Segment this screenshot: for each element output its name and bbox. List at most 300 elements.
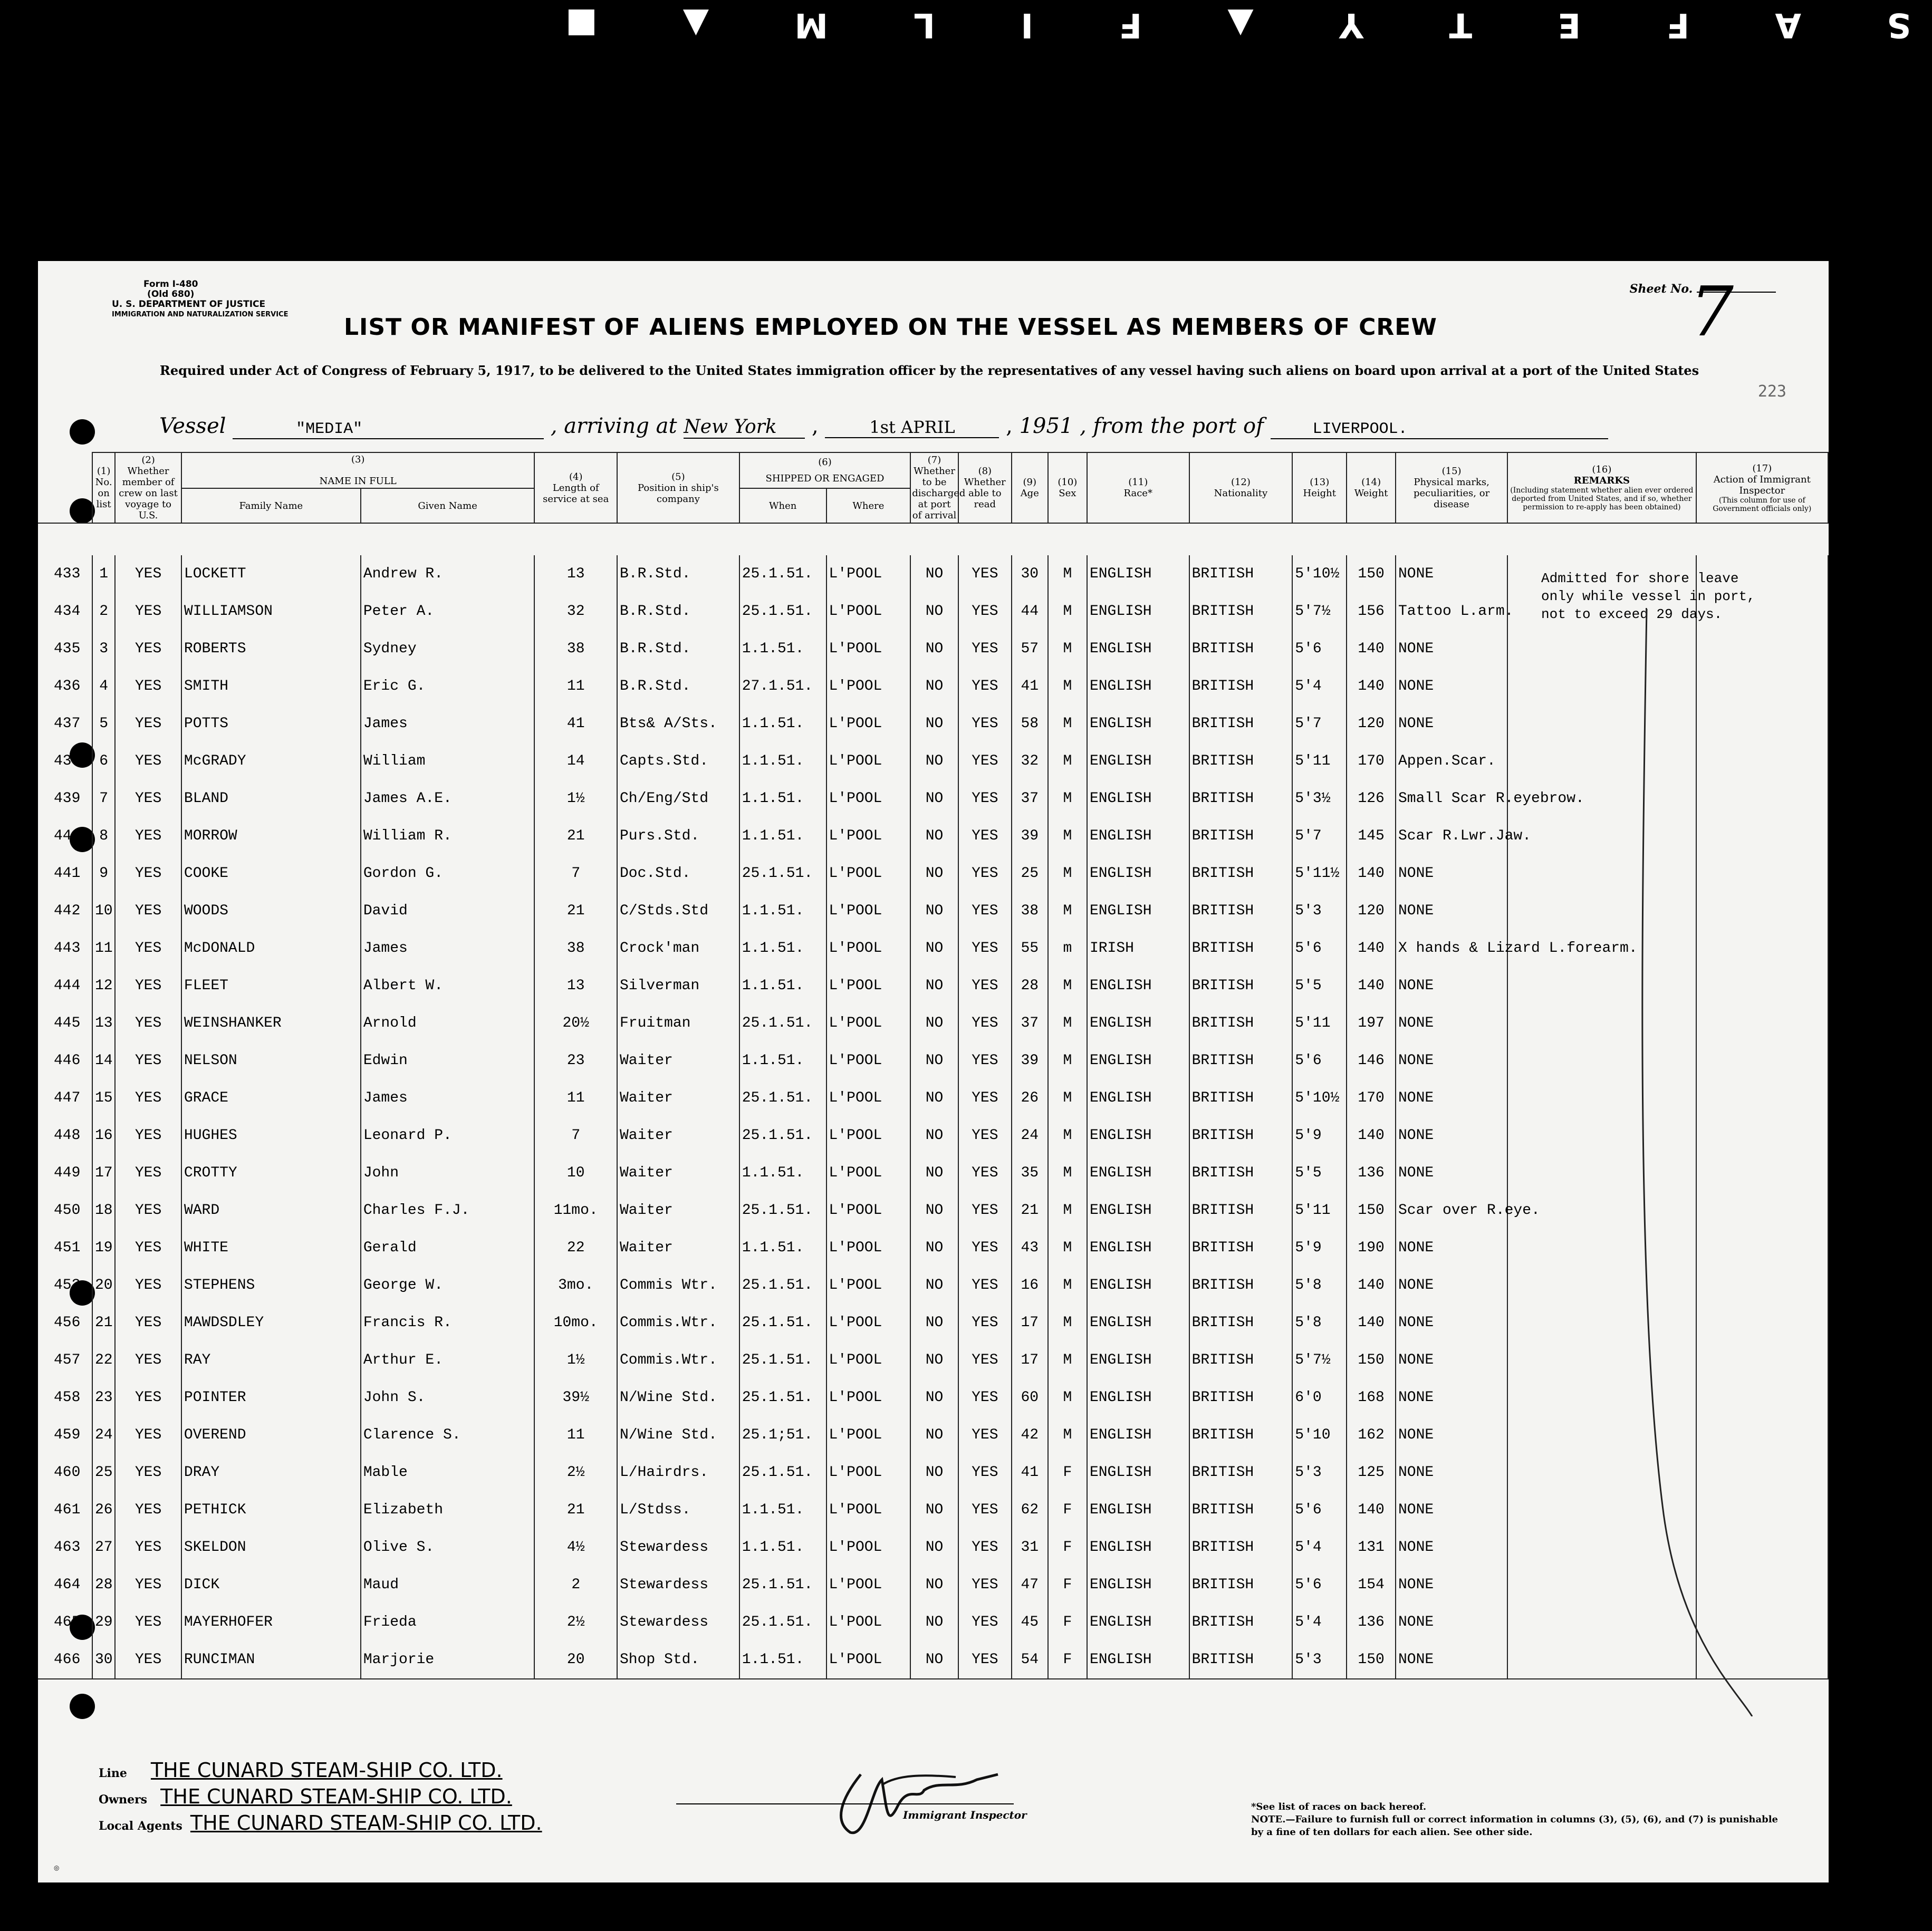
- row-number: 16: [92, 1117, 115, 1154]
- row-family-name: RAY: [181, 1341, 361, 1379]
- row-physical-marks: NONE: [1396, 855, 1507, 892]
- row-nationality: BRITISH: [1189, 1641, 1293, 1679]
- row-position: Stewardess: [617, 1529, 739, 1566]
- row-race: ENGLISH: [1087, 1641, 1189, 1679]
- row-nationality: BRITISH: [1189, 1229, 1293, 1267]
- row-sex: M: [1048, 1379, 1087, 1416]
- row-height: 5'5: [1292, 1154, 1347, 1192]
- row-race: ENGLISH: [1087, 1604, 1189, 1641]
- row-position: Waiter: [617, 1154, 739, 1192]
- row-shipped-where: L'POOL: [826, 1042, 911, 1079]
- row-age: 47: [1012, 1566, 1048, 1604]
- row-family-name: DICK: [181, 1566, 361, 1604]
- table-row: [38, 630, 1828, 668]
- row-nationality: BRITISH: [1189, 855, 1293, 892]
- row-age: 60: [1012, 1379, 1048, 1416]
- row-discharged: NO: [910, 1154, 958, 1192]
- row-shipped-where: L'POOL: [826, 967, 911, 1005]
- row-ref: 456: [38, 1304, 92, 1341]
- table-row: [38, 1641, 1828, 1679]
- row-able-to-read: YES: [958, 1529, 1012, 1566]
- film-strip: [0, 0, 1932, 58]
- table-row: [38, 1192, 1828, 1229]
- row-sex: M: [1048, 780, 1087, 817]
- row-discharged: NO: [910, 1379, 958, 1416]
- col-17-header: (17) Action of Immigrant Inspector (This column for use of Government officials only): [1696, 452, 1828, 523]
- row-race: ENGLISH: [1087, 817, 1189, 855]
- table-row: [38, 1079, 1828, 1117]
- row-given-name: Arthur E.: [361, 1341, 535, 1379]
- row-family-name: ROBERTS: [181, 630, 361, 668]
- row-discharged: NO: [910, 1604, 958, 1641]
- row-shipped-when: 1.1.51.: [739, 1529, 826, 1566]
- row-discharged: NO: [910, 1117, 958, 1154]
- row-ref: 451: [38, 1229, 92, 1267]
- row-number: 21: [92, 1304, 115, 1341]
- row-shipped-where: L'POOL: [826, 1491, 911, 1529]
- row-height: 5'4: [1292, 1604, 1347, 1641]
- row-weight: 145: [1347, 817, 1396, 855]
- table-row: [38, 705, 1828, 742]
- row-able-to-read: YES: [958, 892, 1012, 930]
- row-shipped-when: 25.1.51.: [739, 1005, 826, 1042]
- row-sex: M: [1048, 705, 1087, 742]
- row-nationality: BRITISH: [1189, 967, 1293, 1005]
- row-shipped-where: L'POOL: [826, 1117, 911, 1154]
- row-shipped-where: L'POOL: [826, 593, 911, 630]
- row-weight: 136: [1347, 1604, 1396, 1641]
- row-age: 26: [1012, 1079, 1048, 1117]
- row-height: 5'3: [1292, 1454, 1347, 1491]
- row-physical-marks: NONE: [1396, 555, 1507, 593]
- row-sex: M: [1048, 555, 1087, 593]
- row-shipped-where: L'POOL: [826, 1416, 911, 1454]
- row-number: 6: [92, 742, 115, 780]
- row-given-name: Marjorie: [361, 1641, 535, 1679]
- agents-value: THE CUNARD STEAM-SHIP CO. LTD.: [190, 1811, 542, 1835]
- row-physical-marks: Tattoo L.arm.: [1396, 593, 1507, 630]
- row-last-voyage: YES: [115, 1267, 181, 1304]
- row-age: 39: [1012, 817, 1048, 855]
- row-family-name: SMITH: [181, 668, 361, 705]
- row-sex: M: [1048, 892, 1087, 930]
- row-ref: 436: [38, 668, 92, 705]
- row-service: 21: [534, 892, 617, 930]
- row-shipped-where: L'POOL: [826, 1192, 911, 1229]
- row-age: 58: [1012, 705, 1048, 742]
- row-physical-marks: NONE: [1396, 1154, 1507, 1192]
- row-position: Bts& A/Sts.: [617, 705, 739, 742]
- row-shipped-where: L'POOL: [826, 1529, 911, 1566]
- row-family-name: COOKE: [181, 855, 361, 892]
- row-physical-marks: NONE: [1396, 1341, 1507, 1379]
- col-5-header: (5) Position in ship's company: [617, 452, 739, 523]
- row-nationality: BRITISH: [1189, 705, 1293, 742]
- row-service: 22: [534, 1229, 617, 1267]
- row-given-name: Elizabeth: [361, 1491, 535, 1529]
- row-shipped-when: 25.1.51.: [739, 1566, 826, 1604]
- row-shipped-where: L'POOL: [826, 1229, 911, 1267]
- col-8-header: (8) Whether able to read: [958, 452, 1012, 523]
- row-ref: 450: [38, 1192, 92, 1229]
- row-shipped-where: L'POOL: [826, 1641, 911, 1679]
- row-age: 17: [1012, 1341, 1048, 1379]
- row-last-voyage: YES: [115, 1229, 181, 1267]
- row-able-to-read: YES: [958, 1566, 1012, 1604]
- row-family-name: NELSON: [181, 1042, 361, 1079]
- row-shipped-when: 1.1.51.: [739, 892, 826, 930]
- row-height: 5'9: [1292, 1229, 1347, 1267]
- row-race: ENGLISH: [1087, 1042, 1189, 1079]
- row-race: ENGLISH: [1087, 1416, 1189, 1454]
- row-position: Silverman: [617, 967, 739, 1005]
- agents-field: [99, 1811, 542, 1835]
- row-shipped-when: 1.1.51.: [739, 967, 826, 1005]
- row-last-voyage: YES: [115, 1341, 181, 1379]
- inspector-label: Immigrant Inspector: [903, 1809, 1027, 1821]
- row-weight: 154: [1347, 1566, 1396, 1604]
- table-row: [38, 1304, 1828, 1341]
- table-row: [38, 1117, 1828, 1154]
- row-sex: F: [1048, 1604, 1087, 1641]
- row-able-to-read: YES: [958, 1229, 1012, 1267]
- row-race: ENGLISH: [1087, 1566, 1189, 1604]
- row-nationality: BRITISH: [1189, 892, 1293, 930]
- row-age: 30: [1012, 555, 1048, 593]
- line-value: THE CUNARD STEAM-SHIP CO. LTD.: [150, 1759, 503, 1782]
- note-failure: NOTE.—Failure to furnish full or correct information in columns (3), (5), (6), and (7) is punishable by a fine of ten dollars for each alien. See other side.: [1251, 1814, 1778, 1838]
- row-shipped-when: 25.1.51.: [739, 1341, 826, 1379]
- row-height: 5'7: [1292, 705, 1347, 742]
- row-race: ENGLISH: [1087, 967, 1189, 1005]
- table-row: [38, 892, 1828, 930]
- row-ref: 437: [38, 705, 92, 742]
- row-last-voyage: YES: [115, 930, 181, 967]
- row-family-name: POINTER: [181, 1379, 361, 1416]
- row-number: 4: [92, 668, 115, 705]
- sheet-number: 7: [1690, 272, 1734, 352]
- row-race: ENGLISH: [1087, 1304, 1189, 1341]
- owners-field: [99, 1785, 512, 1808]
- row-ref: 446: [38, 1042, 92, 1079]
- row-service: 21: [534, 817, 617, 855]
- row-number: 13: [92, 1005, 115, 1042]
- row-race: ENGLISH: [1087, 668, 1189, 705]
- from-port: LIVERPOOL.: [1271, 420, 1608, 439]
- row-number: 15: [92, 1079, 115, 1117]
- row-service: 11: [534, 1416, 617, 1454]
- row-ref: 434: [38, 593, 92, 630]
- punch-hole: [70, 419, 95, 445]
- row-shipped-where: L'POOL: [826, 1267, 911, 1304]
- table-row: [38, 1229, 1828, 1267]
- row-shipped-where: L'POOL: [826, 1454, 911, 1491]
- row-last-voyage: YES: [115, 1604, 181, 1641]
- row-physical-marks: NONE: [1396, 1117, 1507, 1154]
- row-service: 14: [534, 742, 617, 780]
- row-sex: M: [1048, 742, 1087, 780]
- row-discharged: NO: [910, 892, 958, 930]
- row-shipped-when: 1.1.51.: [739, 817, 826, 855]
- row-ref: 457: [38, 1341, 92, 1379]
- service-name: IMMIGRATION AND NATURALIZATION SERVICE: [112, 311, 289, 318]
- row-race: ENGLISH: [1087, 1341, 1189, 1379]
- row-last-voyage: YES: [115, 1529, 181, 1566]
- row-able-to-read: YES: [958, 668, 1012, 705]
- table-row: [38, 1267, 1828, 1304]
- row-sex: M: [1048, 1229, 1087, 1267]
- col-10-header: (10) Sex: [1048, 452, 1087, 523]
- row-service: 3mo.: [534, 1267, 617, 1304]
- row-race: ENGLISH: [1087, 1117, 1189, 1154]
- row-last-voyage: YES: [115, 817, 181, 855]
- row-nationality: BRITISH: [1189, 1454, 1293, 1491]
- row-nationality: BRITISH: [1189, 1529, 1293, 1566]
- row-position: Shop Std.: [617, 1641, 739, 1679]
- row-last-voyage: YES: [115, 1641, 181, 1679]
- ref-column-header: [38, 452, 92, 523]
- row-family-name: POTTS: [181, 705, 361, 742]
- form-number: Form I-480: [143, 279, 198, 289]
- row-physical-marks: NONE: [1396, 1304, 1507, 1341]
- row-family-name: PETHICK: [181, 1491, 361, 1529]
- row-able-to-read: YES: [958, 855, 1012, 892]
- row-position: Fruitman: [617, 1005, 739, 1042]
- row-given-name: Eric G.: [361, 668, 535, 705]
- row-given-name: Clarence S.: [361, 1416, 535, 1454]
- row-number: 1: [92, 555, 115, 593]
- row-shipped-where: L'POOL: [826, 555, 911, 593]
- from-port-label: , from the port of: [1080, 414, 1264, 438]
- row-shipped-when: 25.1;51.: [739, 1416, 826, 1454]
- row-age: 39: [1012, 1042, 1048, 1079]
- row-race: ENGLISH: [1087, 780, 1189, 817]
- row-last-voyage: YES: [115, 1192, 181, 1229]
- row-physical-marks: NONE: [1396, 1005, 1507, 1042]
- row-service: 2: [534, 1566, 617, 1604]
- row-race: ENGLISH: [1087, 1379, 1189, 1416]
- row-weight: 150: [1347, 1341, 1396, 1379]
- row-number: 3: [92, 630, 115, 668]
- row-service: 10mo.: [534, 1304, 617, 1341]
- row-shipped-when: 25.1.51.: [739, 1304, 826, 1341]
- row-nationality: BRITISH: [1189, 1566, 1293, 1604]
- page-subtitle: Required under Act of Congress of February 5, 1917, to be delivered to the United States immigration officer by the representatives of any vessel having such aliens on board upon arrival at a port of the United States: [159, 363, 1699, 378]
- row-height: 5'10: [1292, 1416, 1347, 1454]
- row-age: 35: [1012, 1154, 1048, 1192]
- row-service: 38: [534, 630, 617, 668]
- table-row: [38, 967, 1828, 1005]
- row-number: 18: [92, 1192, 115, 1229]
- row-physical-marks: NONE: [1396, 1566, 1507, 1604]
- row-family-name: FLEET: [181, 967, 361, 1005]
- row-able-to-read: YES: [958, 1154, 1012, 1192]
- row-nationality: BRITISH: [1189, 1379, 1293, 1416]
- row-weight: 170: [1347, 742, 1396, 780]
- row-ref: 463: [38, 1529, 92, 1566]
- row-able-to-read: YES: [958, 1416, 1012, 1454]
- row-shipped-where: L'POOL: [826, 668, 911, 705]
- department: [112, 300, 288, 320]
- row-sex: M: [1048, 1416, 1087, 1454]
- row-able-to-read: YES: [958, 1267, 1012, 1304]
- row-race: ENGLISH: [1087, 630, 1189, 668]
- row-discharged: NO: [910, 855, 958, 892]
- row-number: 5: [92, 705, 115, 742]
- row-given-name: Mable: [361, 1454, 535, 1491]
- row-able-to-read: YES: [958, 1341, 1012, 1379]
- row-height: 5'3½: [1292, 780, 1347, 817]
- row-race: IRISH: [1087, 930, 1189, 967]
- row-shipped-where: L'POOL: [826, 1304, 911, 1341]
- row-last-voyage: YES: [115, 1079, 181, 1117]
- row-number: 19: [92, 1229, 115, 1267]
- row-sex: M: [1048, 593, 1087, 630]
- row-age: 44: [1012, 593, 1048, 630]
- table-row: [38, 855, 1828, 892]
- row-discharged: NO: [910, 1229, 958, 1267]
- row-last-voyage: YES: [115, 742, 181, 780]
- row-weight: 140: [1347, 630, 1396, 668]
- row-shipped-when: 1.1.51.: [739, 1154, 826, 1192]
- table-row: [38, 1416, 1828, 1454]
- row-height: 5'6: [1292, 930, 1347, 967]
- row-able-to-read: YES: [958, 1042, 1012, 1079]
- arrival-date: [825, 417, 999, 438]
- row-height: 5'4: [1292, 1529, 1347, 1566]
- row-ref: 444: [38, 967, 92, 1005]
- arriving-port: New York: [684, 416, 805, 439]
- row-weight: 156: [1347, 593, 1396, 630]
- row-service: 38: [534, 930, 617, 967]
- row-ref: 433: [38, 555, 92, 593]
- row-shipped-when: 1.1.51.: [739, 1491, 826, 1529]
- row-given-name: Maud: [361, 1566, 535, 1604]
- row-ref: 461: [38, 1491, 92, 1529]
- row-weight: 150: [1347, 555, 1396, 593]
- row-shipped-where: L'POOL: [826, 855, 911, 892]
- row-number: 11: [92, 930, 115, 967]
- line-label: Line: [99, 1766, 127, 1780]
- row-given-name: Peter A.: [361, 593, 535, 630]
- row-shipped-where: L'POOL: [826, 1154, 911, 1192]
- row-shipped-where: L'POOL: [826, 1604, 911, 1641]
- row-sex: M: [1048, 1042, 1087, 1079]
- row-able-to-read: YES: [958, 1192, 1012, 1229]
- row-physical-marks: NONE: [1396, 1416, 1507, 1454]
- row-physical-marks: NONE: [1396, 1079, 1507, 1117]
- row-number: 27: [92, 1529, 115, 1566]
- inspector-signature: [819, 1759, 1040, 1838]
- row-sex: M: [1048, 1117, 1087, 1154]
- row-number: 20: [92, 1267, 115, 1304]
- row-discharged: NO: [910, 630, 958, 668]
- row-number: 25: [92, 1454, 115, 1491]
- row-given-name: Albert W.: [361, 967, 535, 1005]
- row-height: 5'6: [1292, 630, 1347, 668]
- row-weight: 140: [1347, 930, 1396, 967]
- row-sex: M: [1048, 668, 1087, 705]
- row-physical-marks: NONE: [1396, 1529, 1507, 1566]
- row-service: 39½: [534, 1379, 617, 1416]
- row-race: ENGLISH: [1087, 1491, 1189, 1529]
- row-position: Stewardess: [617, 1566, 739, 1604]
- row-shipped-when: 1.1.51.: [739, 630, 826, 668]
- row-weight: 131: [1347, 1529, 1396, 1566]
- row-race: ENGLISH: [1087, 1267, 1189, 1304]
- row-position: C/Stds.Std: [617, 892, 739, 930]
- row-discharged: NO: [910, 1566, 958, 1604]
- row-age: 42: [1012, 1416, 1048, 1454]
- row-service: 20: [534, 1641, 617, 1679]
- row-given-name: James A.E.: [361, 780, 535, 817]
- row-service: 13: [534, 555, 617, 593]
- table-row: [38, 1379, 1828, 1416]
- manifest-page: [38, 261, 1829, 1882]
- row-sex: F: [1048, 1641, 1087, 1679]
- row-last-voyage: YES: [115, 1117, 181, 1154]
- table-row: [38, 742, 1828, 780]
- table-row: [38, 668, 1828, 705]
- row-nationality: BRITISH: [1189, 1192, 1293, 1229]
- row-sex: F: [1048, 1454, 1087, 1491]
- row-physical-marks: NONE: [1396, 668, 1507, 705]
- row-sex: M: [1048, 1192, 1087, 1229]
- row-family-name: BLAND: [181, 780, 361, 817]
- row-height: 5'7½: [1292, 593, 1347, 630]
- row-family-name: STEPHENS: [181, 1267, 361, 1304]
- row-last-voyage: YES: [115, 668, 181, 705]
- row-position: Waiter: [617, 1229, 739, 1267]
- row-height: 5'10½: [1292, 1079, 1347, 1117]
- row-race: ENGLISH: [1087, 1005, 1189, 1042]
- table-row: [38, 1491, 1828, 1529]
- owners-value: THE CUNARD STEAM-SHIP CO. LTD.: [160, 1785, 512, 1808]
- table-row: [38, 1154, 1828, 1192]
- row-number: 10: [92, 892, 115, 930]
- col-14-header: (14) Weight: [1347, 452, 1396, 523]
- row-able-to-read: YES: [958, 967, 1012, 1005]
- row-service: 2½: [534, 1604, 617, 1641]
- row-given-name: Gordon G.: [361, 855, 535, 892]
- row-shipped-when: 1.1.51.: [739, 1229, 826, 1267]
- row-able-to-read: YES: [958, 555, 1012, 593]
- row-shipped-where: L'POOL: [826, 1379, 911, 1416]
- row-race: ENGLISH: [1087, 1192, 1189, 1229]
- row-discharged: NO: [910, 705, 958, 742]
- row-physical-marks: NONE: [1396, 1379, 1507, 1416]
- row-position: Waiter: [617, 1192, 739, 1229]
- row-given-name: George W.: [361, 1267, 535, 1304]
- row-age: 31: [1012, 1529, 1048, 1566]
- row-service: 1½: [534, 1341, 617, 1379]
- row-race: ENGLISH: [1087, 892, 1189, 930]
- row-ref: 458: [38, 1379, 92, 1416]
- row-given-name: John: [361, 1154, 535, 1192]
- table-row: [38, 1529, 1828, 1566]
- row-able-to-read: YES: [958, 930, 1012, 967]
- row-given-name: James: [361, 930, 535, 967]
- row-discharged: NO: [910, 1079, 958, 1117]
- row-weight: 140: [1347, 668, 1396, 705]
- table-row: [38, 1341, 1828, 1379]
- row-able-to-read: YES: [958, 705, 1012, 742]
- row-shipped-when: 1.1.51.: [739, 742, 826, 780]
- row-nationality: BRITISH: [1189, 593, 1293, 630]
- row-position: Commis Wtr.: [617, 1267, 739, 1304]
- row-height: 5'6: [1292, 1042, 1347, 1079]
- row-nationality: BRITISH: [1189, 1491, 1293, 1529]
